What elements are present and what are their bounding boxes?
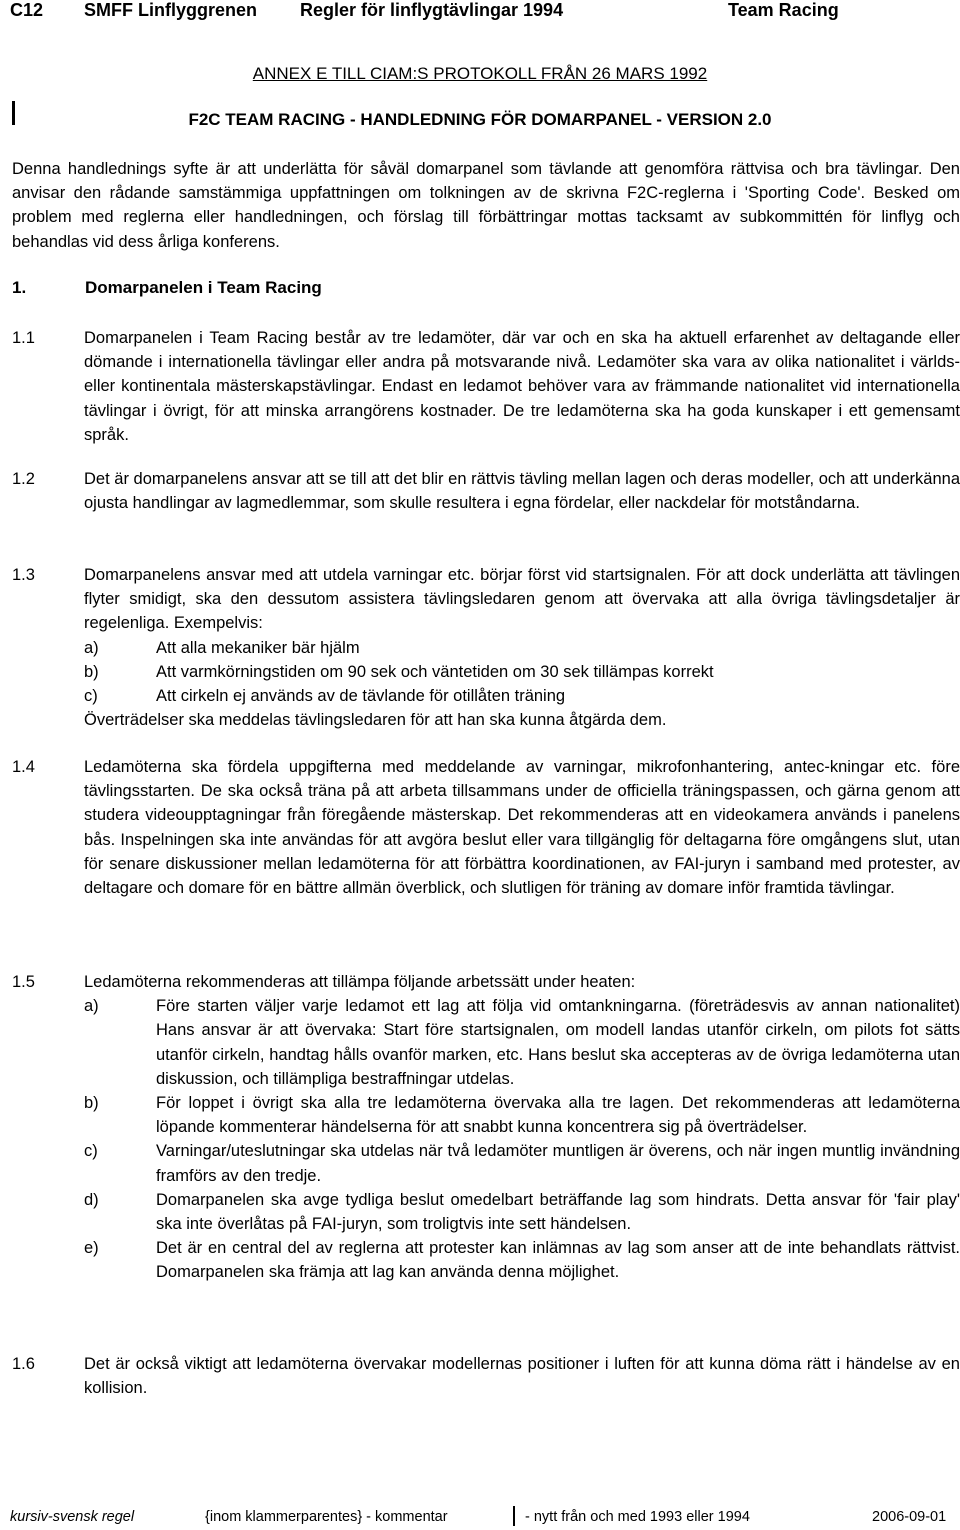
annex-heading: ANNEX E TILL CIAM:S PROTOKOLL FRÅN 26 MARS 1992 <box>252 64 708 83</box>
subitem-text: Varningar/uteslutningar ska utdelas när två ledamöter muntligen är överens, och när ingen muntlig invändning framförs av den tredje. <box>156 1142 960 1185</box>
page-footer <box>0 1506 960 1528</box>
subitem-text: Att varmkörningstiden om 90 sek och väntetiden om 30 sek tillämpas korrekt <box>156 662 714 681</box>
subitem-label: a) <box>84 638 99 657</box>
header-rules: Regler för linflygtävlingar 1994 <box>300 0 564 20</box>
rule-number: 1.5 <box>12 973 35 991</box>
rule-text: Domarpanelen i Team Racing består av tre ledamöter, där var och en ska ha aktuell erfarenhet av deltagande eller dömande i internationella tävlingar eller andra på motsvarande nivå. Ledamöter ska vara av olika nationalitet i världs- eller kontinentala mästerskapstävlingar. Endast en ledamot behöver vara av främmande nationalitet vid internationella tävlingar i övrigt, för att minska arrangörens kostnader. De tre ledamöterna ska ha goda kunskaper i ett gemensamt språk. <box>84 329 960 444</box>
rule-subitem <box>12 684 960 708</box>
header-code: C12 <box>10 0 44 20</box>
subitem-label: b) <box>84 1094 99 1113</box>
rule-text: Domarpanelens ansvar med att utdela varningar etc. börjar först vid startsignalen. För att dock underlätta att tävlingen flyter smidigt, ska den dessutom assistera tävlingsledaren genom att övervaka att alla övriga tävlingsdetaljer är regelenliga. Exempelvis: <box>84 566 960 633</box>
subitem-text: Att alla mekaniker bär hjälm <box>156 638 360 657</box>
rule-subitem <box>12 1139 960 1187</box>
subitem-label: c) <box>84 687 98 706</box>
rule-text: Det är också viktigt att ledamöterna övervakar modellernas positioner i luften för att kunna döma rätt i händelse av en kollision. <box>84 1355 960 1398</box>
section-heading <box>12 278 322 298</box>
subitem-text: Det är en central del av reglerna att protester kan inlämnas av lag som anser att de inte behandlats rättvist. Domarpanelen ska främja att lag kan använda denna möjlighet. <box>156 1239 960 1282</box>
rule-subitem <box>12 1091 960 1139</box>
page-header <box>0 0 960 22</box>
footer-change-bar <box>513 1506 515 1526</box>
rule-number: 1.4 <box>12 758 35 776</box>
subitem-text: Domarpanelen ska avge tydliga beslut omedelbart beträffande lag som hindrats. Detta ansvar för 'fair play' ska inte överlåtas på FAI-juryn, som troligtvis inte sett händelsen. <box>156 1190 960 1234</box>
intro-paragraph: Denna handlednings syfte är att underlätta för såväl domarpanel som tävlande att genomföra rättvisa och bra tävlingar. Den anvisar den rådande samstämmiga uppfattningen om tolkningen av de skrivna F2C-reglerna i 'Sporting Code'. Besked om problem med reglerna eller handledningen, och förslag till förbättringar mottas tacksamt av subkommittén för linflyg och behandlas vid dess årliga konferens. <box>12 160 960 251</box>
subitem-text: För loppet i övrigt ska alla tre ledamöterna övervaka alla tre lagen. Det rekommenderas att ledamöterna löpande kommenterar händelserna för att snabbt kunna koncentrera sig på överträdelser. <box>156 1094 960 1137</box>
rule-number: 1.3 <box>12 566 35 584</box>
footer-braces-legend: {inom klammerparentes} - kommentar <box>205 1509 448 1525</box>
subitem-label: c) <box>84 1142 98 1161</box>
document-title: F2C TEAM RACING - HANDLEDNING FÖR DOMARPANEL - VERSION 2.0 <box>188 110 772 129</box>
rule-subitem <box>12 660 960 684</box>
subitem-label: a) <box>84 997 99 1016</box>
rule-item <box>12 970 960 1285</box>
section-number: 1. <box>12 278 27 297</box>
header-org: SMFF Linflyggrenen <box>84 0 257 20</box>
rule-number: 1.6 <box>12 1355 35 1373</box>
subitem-label: e) <box>84 1239 99 1258</box>
rule-text: Ledamöterna ska fördela uppgifterna med meddelande av varningar, mikrofonhantering, antec-kningar etc. före tävlingsstarten. De ska också träna på att arbeta tillsammans under de officiella träningspassen, och gärna genom att studera videoupptagningar från föregående mästerskap. Det rekommenderas att en videokamera används i panelens bås. Inspelningen ska inte användas för att avgöra beslut eller vara tillgänglig för deltagarna före omgångens slut, utan för senare diskussioner mellan ledamöterna för att förbättra koordinationen, av FAI-juryn i samband med protester, av deltagare och domare för en bättre allmän överblick, och slutligen för träning av domare inför framtida tävlingar. <box>84 758 960 898</box>
rule-tail-text: Överträdelser ska meddelas tävlingsledaren för att han ska kunna åtgärda dem. <box>84 711 667 730</box>
header-class: Team Racing <box>728 0 839 20</box>
footer-date: 2006-09-01 <box>872 1509 947 1525</box>
rule-item <box>12 755 960 900</box>
footer-new-legend: - nytt från och med 1993 eller 1994 <box>525 1509 750 1525</box>
rule-item <box>12 1352 960 1400</box>
rule-subitem <box>12 1188 960 1236</box>
rule-subitem <box>12 636 960 660</box>
subitem-text: Att cirkeln ej används av de tävlande för otillåten träning <box>156 687 566 706</box>
footer-italic-legend: kursiv-svensk regel <box>10 1509 135 1525</box>
subitem-label: b) <box>84 662 99 681</box>
section-title: Domarpanelen i Team Racing <box>85 278 322 297</box>
rule-item <box>12 326 960 447</box>
rule-text: Det är domarpanelens ansvar att se till att det blir en rättvis tävling mellan lagen och deras modeller, och att underkänna ojusta handlingar av lagmedlemmar, som skulle resultera i egna fördelar, eller nackdelar för motståndarna. <box>84 470 960 513</box>
subitem-label: d) <box>84 1190 99 1209</box>
rule-text: Ledamöterna rekommenderas att tillämpa följande arbetssätt under heaten: <box>84 973 636 991</box>
rule-item <box>12 563 960 732</box>
rule-subitem <box>12 994 960 1091</box>
rule-item <box>12 467 960 515</box>
rule-subitem <box>12 1236 960 1284</box>
rule-number: 1.2 <box>12 470 35 488</box>
subitem-text: Före starten väljer varje ledamot ett lag att följa vid omtankningarna. (företrädesvis av annan nationalitet) Hans ansvar är att övervaka: Start före startsignalen, om modell landas utanför cirkeln, om pilots fot sätts utanför cirkeln, handtag hålls ovanför marken, etc. Hans beslut ska accepteras av de övriga ledamöterna utan diskussion, och tillämpliga bestraffningar utdelas. <box>156 997 960 1088</box>
rule-number: 1.1 <box>12 329 35 347</box>
